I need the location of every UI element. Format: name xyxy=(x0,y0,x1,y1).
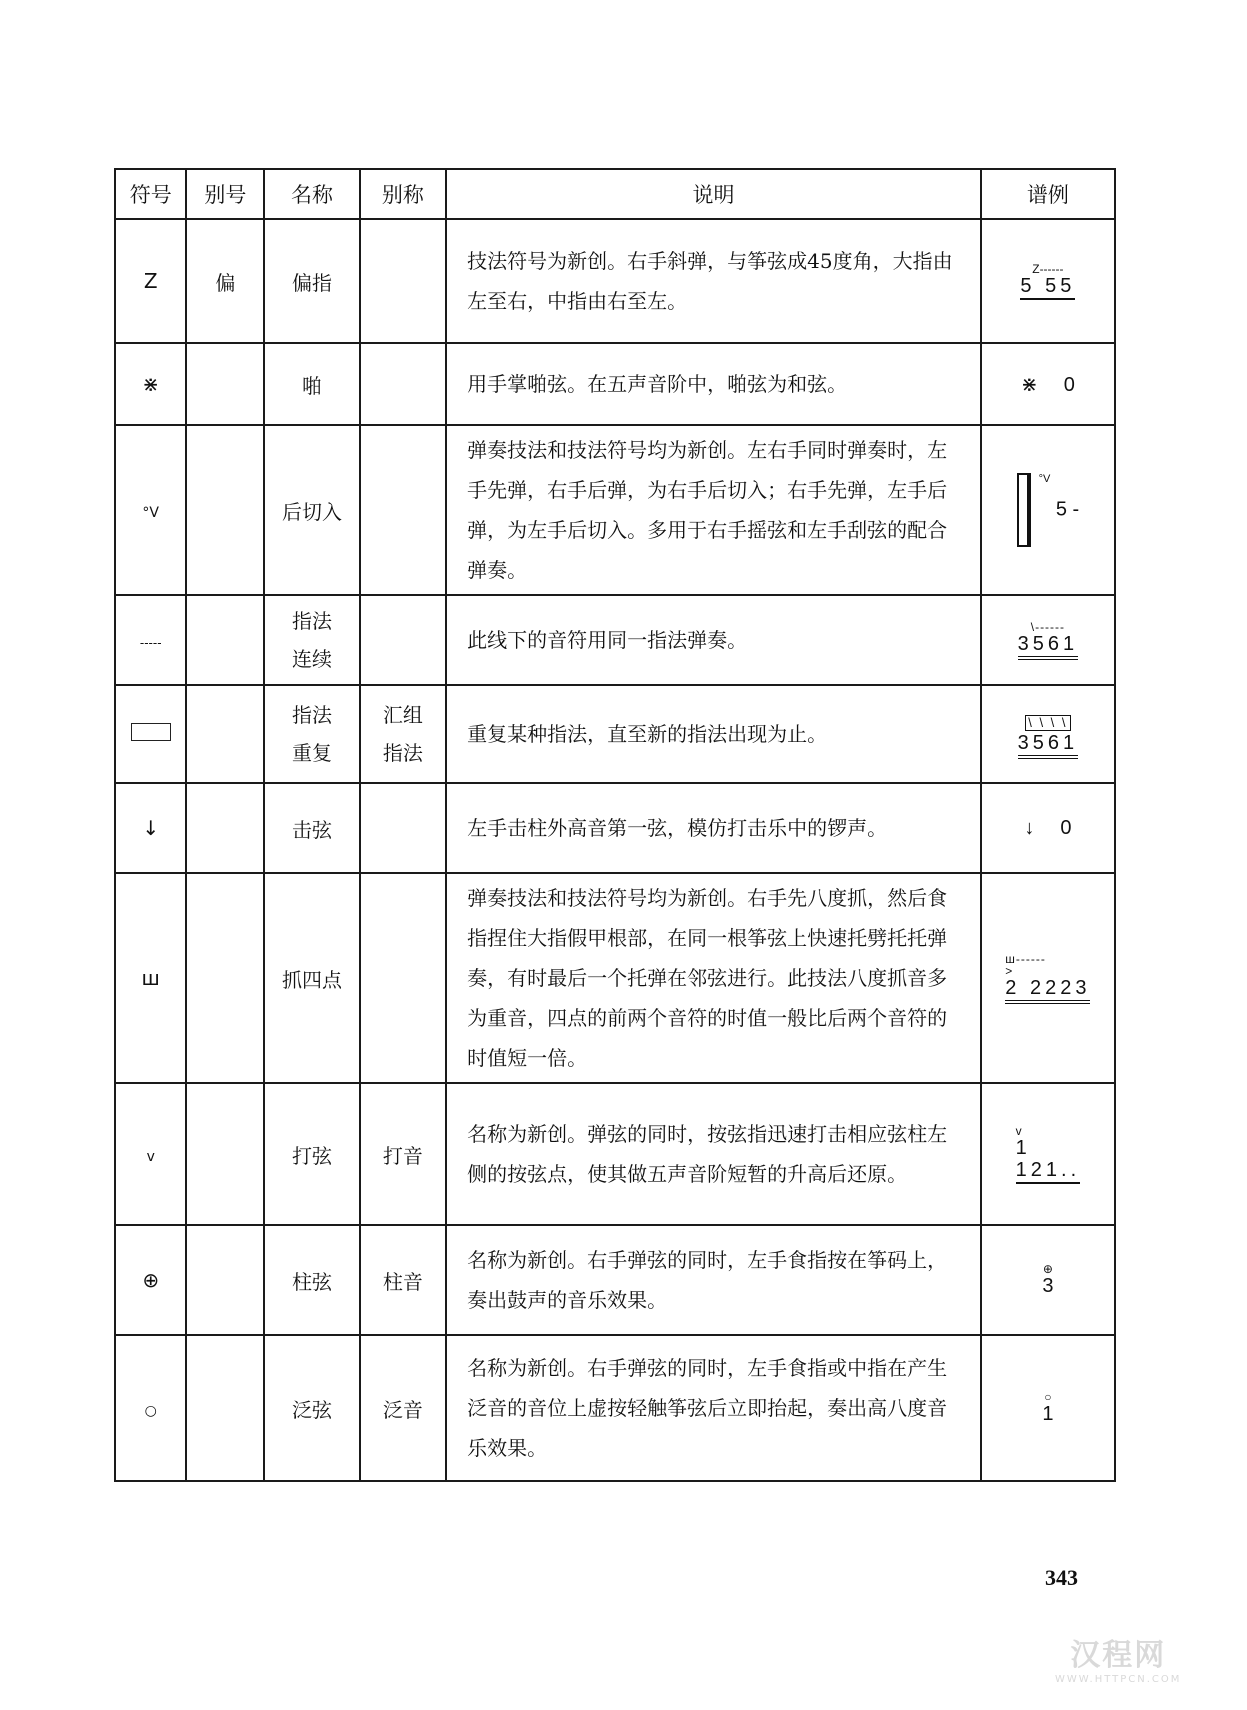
symbol-cell xyxy=(115,595,186,685)
alt-symbol-cell xyxy=(186,1225,264,1335)
down-arrow-icon: ↓ xyxy=(142,816,160,840)
alt-name-cell: 柱音 xyxy=(360,1225,447,1335)
symbol-cell xyxy=(115,685,186,783)
example-cell xyxy=(981,873,1115,1083)
bracket-icon xyxy=(1017,473,1031,547)
alt-symbol-cell xyxy=(186,685,264,783)
table-row xyxy=(115,873,1115,1083)
alt-symbol-cell xyxy=(186,595,264,685)
table-header-row xyxy=(115,169,1115,219)
watermark xyxy=(1055,1630,1181,1685)
example-notes: 0 xyxy=(1060,816,1072,839)
down-arrow-icon: ↓ xyxy=(1024,816,1035,839)
dashed-line-icon: \------ xyxy=(1030,619,1066,634)
alt-name-cell xyxy=(360,685,447,783)
page-number: 343 xyxy=(1045,1565,1078,1590)
name-cell: 偏指 xyxy=(264,219,359,343)
header-description: 说明 xyxy=(446,169,981,219)
example-cell xyxy=(981,1083,1115,1225)
table-row xyxy=(115,219,1115,343)
name-cell: 击弦 xyxy=(264,783,359,873)
grace-note: 1 xyxy=(1015,1136,1027,1159)
header-example: 谱例 xyxy=(981,169,1115,219)
symbol-cell xyxy=(115,343,186,425)
circle-v-icon: °V xyxy=(142,505,159,521)
description-cell: 左手击柱外高音第一弦，模仿打击乐中的锣声。 xyxy=(446,783,981,873)
example-notes: 5 55 xyxy=(1020,275,1075,300)
slap-asterisk-icon: ⋇ xyxy=(142,372,160,396)
name-cell xyxy=(264,685,359,783)
name-cell: 抓四点 xyxy=(264,873,359,1083)
description-cell: 技法符号为新创。右手斜弹，与筝弦成45度角，大指由左至右，中指由右至左。 xyxy=(446,219,981,343)
table-row xyxy=(115,1225,1115,1335)
alt-name-cell: 打音 xyxy=(360,1083,447,1225)
z-mark-icon: Z------ xyxy=(1032,261,1064,276)
symbol-cell xyxy=(115,1083,186,1225)
name-cell: 柱弦 xyxy=(264,1225,359,1335)
table-row xyxy=(115,685,1115,783)
table-row xyxy=(115,343,1115,425)
symbol-cell xyxy=(115,873,186,1083)
symbol-cell xyxy=(115,219,186,343)
alt-name-line: 汇组 xyxy=(382,703,423,727)
name-line: 连续 xyxy=(291,647,332,671)
table-row xyxy=(115,1083,1115,1225)
name-cell: 打弦 xyxy=(264,1083,359,1225)
alt-symbol-cell xyxy=(186,1083,264,1225)
name-line: 指法 xyxy=(291,703,332,727)
notation-table xyxy=(114,168,1116,1482)
header-name: 名称 xyxy=(264,169,359,219)
table-row xyxy=(115,1335,1115,1481)
rectangle-icon xyxy=(131,723,171,741)
symbol-cell xyxy=(115,1335,186,1481)
four-point-grab-icon: ш xyxy=(141,966,160,990)
example-notes: 5 - xyxy=(1055,498,1080,521)
alt-symbol-cell xyxy=(186,425,264,595)
description-cell: 此线下的音符用同一指法弹奏。 xyxy=(446,595,981,685)
alt-symbol-cell xyxy=(186,783,264,873)
example-cell xyxy=(981,343,1115,425)
symbol-cell xyxy=(115,783,186,873)
description-cell: 弹奏技法和技法符号均为新创。左右手同时弹奏时，左手先弹，右手后弹，为右手后切入；右手先弹，左手后弹，为左手后切入。多用于右手摇弦和左手刮弦的配合弹奏。 xyxy=(446,425,981,595)
name-cell: 啪 xyxy=(264,343,359,425)
alt-name-cell xyxy=(360,783,447,873)
table-row xyxy=(115,425,1115,595)
alt-name-cell xyxy=(360,873,447,1083)
description-cell: 用手掌啪弦。在五声音阶中，啪弦为和弦。 xyxy=(446,343,981,425)
example-notes: 3561 xyxy=(1018,732,1079,759)
description-cell: 名称为新创。右手弹弦的同时，左手食指按在筝码上，奏出鼓声的音乐效果。 xyxy=(446,1225,981,1335)
alt-symbol-cell xyxy=(186,1335,264,1481)
description-cell: 名称为新创。弹弦的同时，按弦指迅速打击相应弦柱左侧的按弦点，使其做五声音阶短暂的升高后还原。 xyxy=(446,1083,981,1225)
name-cell xyxy=(264,595,359,685)
circle-v-icon: °V xyxy=(1038,473,1051,485)
alt-name-cell xyxy=(360,595,447,685)
v-mark-icon: v xyxy=(1015,1123,1022,1138)
header-symbol: 符号 xyxy=(115,169,186,219)
z-symbol-icon: Z xyxy=(143,269,158,293)
example-cell xyxy=(981,595,1115,685)
example-cell xyxy=(981,425,1115,595)
example-cell xyxy=(981,219,1115,343)
symbol-cell xyxy=(115,425,186,595)
example-notes: 1 xyxy=(1042,1402,1054,1425)
example-notes: 2 2223 xyxy=(1005,977,1090,1004)
harmonic-circle-icon: ○ xyxy=(1044,1389,1052,1404)
table-row xyxy=(115,783,1115,873)
example-cell xyxy=(981,685,1115,783)
example-cell xyxy=(981,1225,1115,1335)
header-alt-symbol: 别号 xyxy=(186,169,264,219)
watermark-url: WWW.HTTPCN.COM xyxy=(1055,1674,1182,1685)
example-cell xyxy=(981,1335,1115,1481)
example-cell xyxy=(981,783,1115,873)
alt-symbol-cell xyxy=(186,873,264,1083)
slap-asterisk-icon: ⋇ xyxy=(1020,373,1038,396)
name-cell: 后切入 xyxy=(264,425,359,595)
description-cell: 重复某种指法，直至新的指法出现为止。 xyxy=(446,685,981,783)
example-notes: 0 xyxy=(1063,373,1075,396)
four-point-grab-icon: ш------ xyxy=(1005,951,1046,966)
alt-symbol-cell: 偏 xyxy=(186,219,264,343)
repeat-box-icon: \ \ \ \ xyxy=(1025,715,1070,731)
dashed-line-icon: ----- xyxy=(139,636,162,650)
name-line: 指法 xyxy=(291,609,332,633)
v-mark-icon: v xyxy=(146,1149,155,1165)
alt-symbol-cell xyxy=(186,343,264,425)
circle-plus-icon: ⊕ xyxy=(142,1268,160,1292)
description-cell: 弹奏技法和技法符号均为新创。右手先八度抓，然后食指捏住大指假甲根部，在同一根筝弦上快速托劈托托弹奏，有时最后一个托弹在邻弦进行。此技法八度抓音多为重音，四点的前两个音符的时值一般比后两个音符的时值短一倍。 xyxy=(446,873,981,1083)
alt-name-cell xyxy=(360,219,447,343)
alt-name-cell xyxy=(360,425,447,595)
circle-plus-icon: ⊕ xyxy=(1042,1261,1053,1276)
alt-name-cell: 泛音 xyxy=(360,1335,447,1481)
description-cell: 名称为新创。右手弹弦的同时，左手食指或中指在产生泛音的音位上虚按轻触筝弦后立即抬起，奏出高八度音乐效果。 xyxy=(446,1335,981,1481)
alt-name-cell xyxy=(360,343,447,425)
harmonic-circle-icon: ○ xyxy=(144,1403,157,1419)
example-notes: 121.. xyxy=(1016,1159,1080,1184)
example-notes: 3561 xyxy=(1018,633,1079,660)
watermark-logo: 汉程网 xyxy=(1070,1638,1167,1673)
accent-icon: > xyxy=(1005,963,1013,978)
symbol-cell xyxy=(115,1225,186,1335)
table-row xyxy=(115,595,1115,685)
header-alt-name: 别称 xyxy=(360,169,447,219)
name-cell: 泛弦 xyxy=(264,1335,359,1481)
name-line: 重复 xyxy=(291,741,332,765)
example-notes: 3 xyxy=(1042,1274,1054,1297)
alt-name-line: 指法 xyxy=(382,741,423,765)
